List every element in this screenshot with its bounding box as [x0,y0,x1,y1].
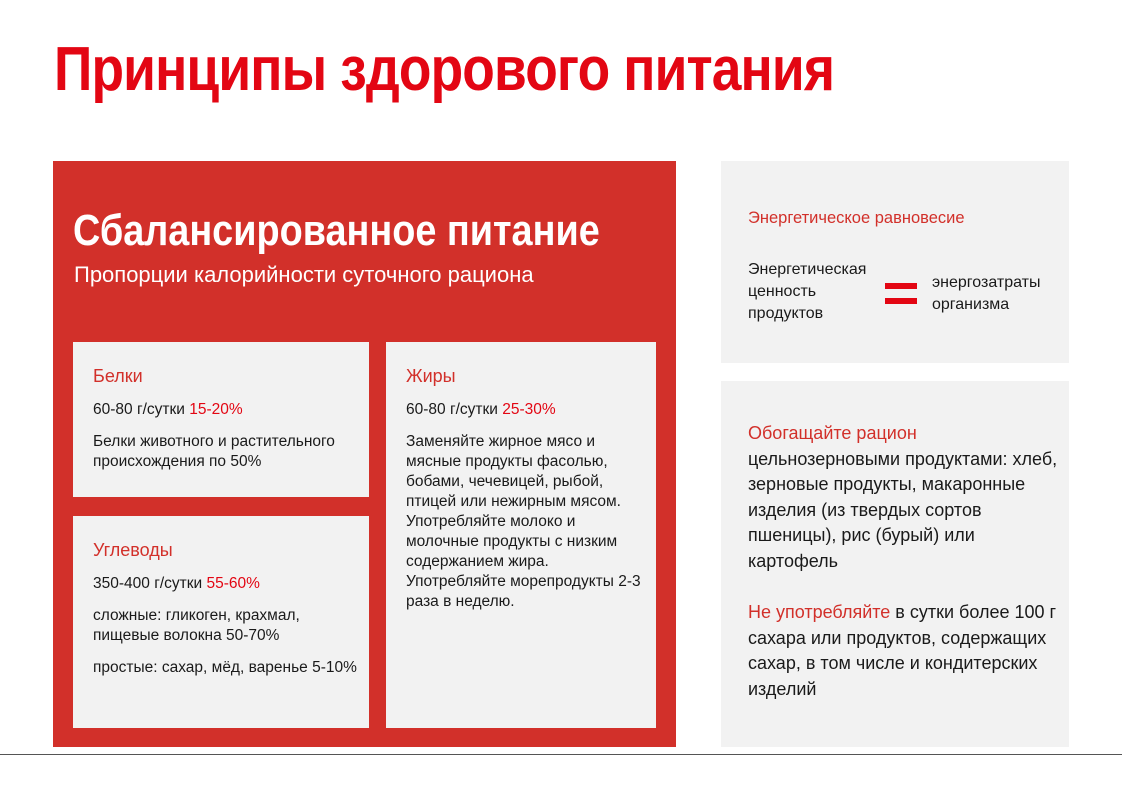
carbs-amount-line [93,574,357,594]
enrich-text: цельнозерновыми продуктами: хлеб, зерновые продукты, макаронные изделия (из твердых сортов пшеницы), рис (бурый) или картофель [748,448,1058,571]
avoid-paragraph [748,600,1059,702]
carbs-card [73,516,369,728]
fats-card [386,342,656,728]
energy-balance-box [721,161,1069,363]
energy-value-text: Энергетическая ценность продуктов [748,261,867,322]
carbs-heading: Углеводы [93,540,173,560]
proteins-heading: Белки [93,366,143,386]
energy-expenditure-text: энергозатраты организма [932,274,1041,313]
proteins-note: Белки животного и растительного происхождения по 50% [93,433,335,470]
fats-percent: 25-30% [502,401,556,418]
carbs-simple: простые: сахар, мёд, варенье 5-10% [93,659,357,676]
fats-amount: 60-80 г/сутки [406,401,498,418]
carbs-amount: 350-400 г/сутки [93,575,203,592]
equals-icon [885,283,917,309]
proteins-percent: 15-20% [189,401,243,418]
balanced-nutrition-subtitle: Пропорции калорийности суточного рациона [74,262,534,287]
energy-balance-title: Энергетическое равновесие [748,209,965,227]
page-title: Принципы здорового питания [54,35,835,104]
carbs-complex: сложные: гликоген, крахмал, пищевые волокна 50-70% [93,607,300,644]
balanced-nutrition-panel [53,161,676,747]
avoid-text: в сутки более 100 г сахара или продуктов, содержащих сахар, в том числе и кондитерских изделий [748,602,1057,699]
proteins-amount-line [93,400,357,420]
balanced-nutrition-title: Сбалансированное питание [73,206,600,255]
enrich-heading: Обогащайте рацион [748,423,917,443]
carbs-percent: 55-60% [206,575,260,592]
enrich-diet-box [721,381,1069,747]
fats-advice: Заменяйте жирное мясо и мясные продукты фасолью, бобами, чечевицей, рыбой, птицей или нежирным мясом. Употребляйте молоко и молочные продукты с низким содержанием жира. Употребляйте морепродукты 2-3 раза в неделю. [406,433,641,610]
fats-heading: Жиры [406,366,456,386]
fats-amount-line [406,400,644,420]
enrich-diet-content [748,421,1059,702]
avoid-heading: Не употребляйте [748,602,891,622]
footer-divider [0,754,1122,755]
proteins-amount: 60-80 г/сутки [93,401,185,418]
proteins-card [73,342,369,497]
